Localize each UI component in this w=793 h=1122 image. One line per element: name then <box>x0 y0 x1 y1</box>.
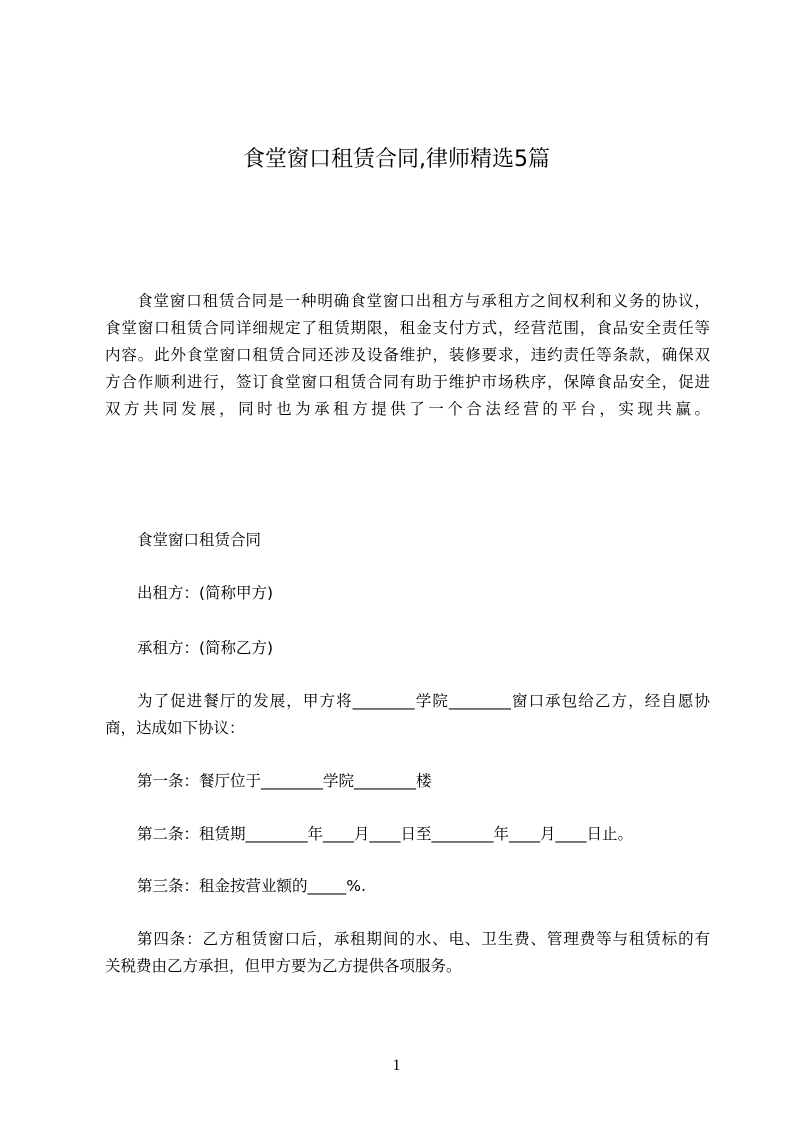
lessor-line: 出租方：(简称甲方) <box>137 584 274 602</box>
intro-line: 食堂窗口租赁合同是一种明确食堂窗口出租方与承租方之间权利和义务的协议， <box>137 292 710 310</box>
lessee-line: 承租方：(简称乙方) <box>137 639 274 657</box>
intro-line: 双方共同发展，同时也为承租方提供了一个合法经营的平台，实现共赢。 <box>105 400 710 418</box>
preamble-line: 为了促进餐厅的发展，甲方将________学院________窗口承包给乙方，经自愿协 <box>137 692 710 710</box>
intro-line: 食堂窗口租赁合同详细规定了租赁期限，租金支付方式，经营范围，食品安全责任等 <box>105 319 710 337</box>
preamble-line: 商，达成如下协议： <box>105 719 245 737</box>
article-3: 第三条：租金按营业额的_____%. <box>137 877 366 895</box>
article-1: 第一条：餐厅位于________学院________楼 <box>137 772 432 790</box>
page-number: 1 <box>392 1057 401 1074</box>
article-2: 第二条：租赁期________年____月____日至________年____月____日止。 <box>137 825 634 843</box>
document-title: 食堂窗口租赁合同,律师精选5篇 <box>243 147 550 172</box>
article-4-line: 关税费由乙方承担，但甲方要为乙方提供各项服务。 <box>105 957 462 975</box>
article-4-line: 第四条：乙方租赁窗口后，承租期间的水、电、卫生费、管理费等与租赁标的有 <box>137 930 710 948</box>
contract-title: 食堂窗口租赁合同 <box>137 531 262 549</box>
intro-line: 内容。此外食堂窗口租赁合同还涉及设备维护，装修要求，违约责任等条款，确保双 <box>105 346 710 364</box>
intro-line: 方合作顺利进行，签订食堂窗口租赁合同有助于维护市场秩序，保障食品安全，促进 <box>105 373 710 391</box>
